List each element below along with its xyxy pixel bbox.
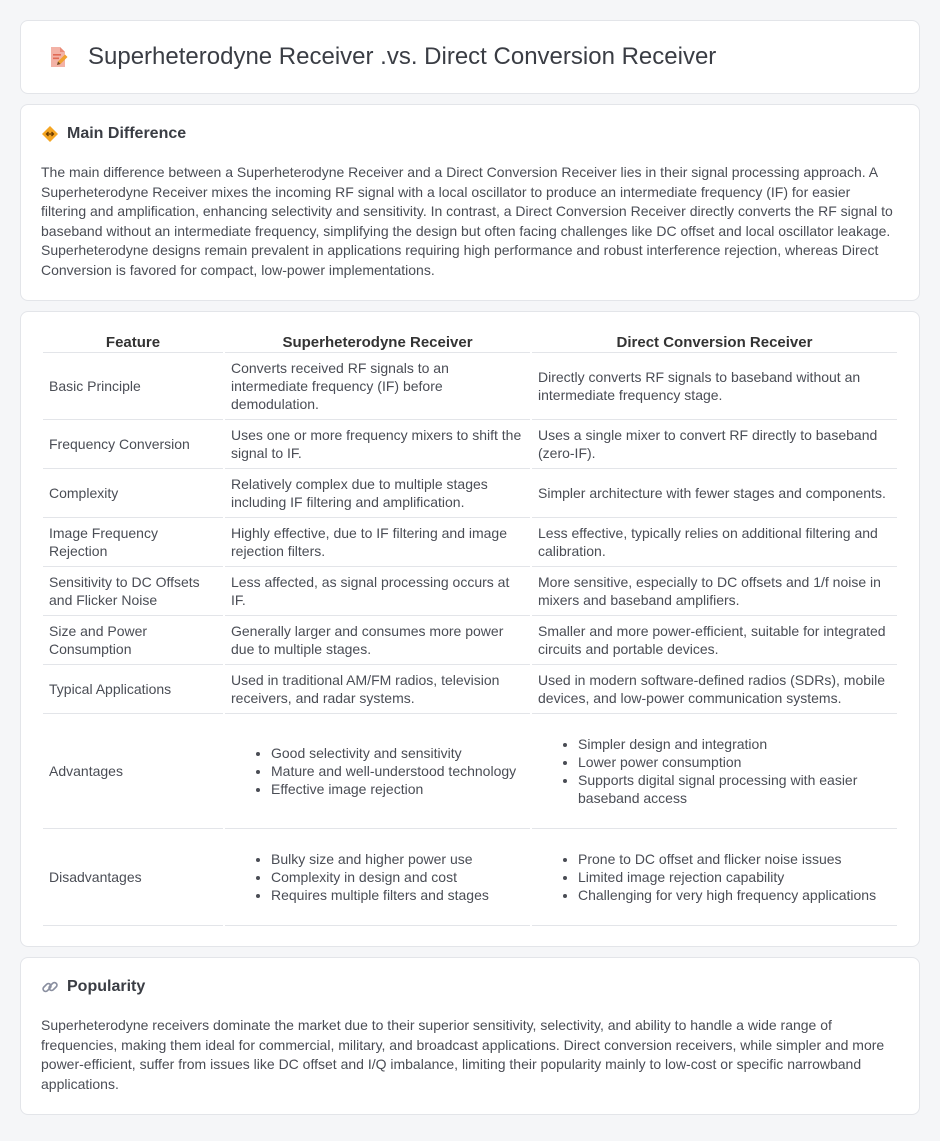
- feature-cell: Advantages: [43, 714, 223, 829]
- direct-conversion-advantages-cell: [532, 714, 897, 829]
- list-item: • Bulky size and higher power use: [271, 850, 524, 868]
- link-icon: [41, 978, 59, 996]
- header-direct-conversion: Direct Conversion Receiver: [532, 330, 897, 353]
- feature-cell: Frequency Conversion: [43, 420, 223, 469]
- table-row: [43, 665, 897, 714]
- direct-conversion-disadvantages-cell: [532, 829, 897, 926]
- superheterodyne-cell: Relatively complex due to multiple stages including IF filtering and amplification.: [225, 469, 530, 518]
- list-item: • Effective image rejection: [271, 780, 524, 798]
- superheterodyne-cell: Used in traditional AM/FM radios, television receivers, and radar systems.: [225, 665, 530, 714]
- superheterodyne-cell: Converts received RF signals to an intermediate frequency (IF) before demodulation.: [225, 353, 530, 420]
- feature-cell: Sensitivity to DC Offsets and Flicker Noise: [43, 567, 223, 616]
- page-title: Superheterodyne Receiver .vs. Direct Conversion Receiver: [88, 43, 717, 70]
- direct-conversion-cell: Less effective, typically relies on additional filtering and calibration.: [532, 518, 897, 567]
- list-item: • Mature and well-understood technology: [271, 762, 524, 780]
- table-row: [43, 469, 897, 518]
- disadvantages-row: [43, 829, 897, 926]
- superheterodyne-advantages-list: [231, 744, 524, 798]
- superheterodyne-cell: Uses one or more frequency mixers to shift the signal to IF.: [225, 420, 530, 469]
- main-difference-heading: [41, 125, 899, 143]
- direct-conversion-advantages-list: [538, 735, 891, 807]
- table-header-row: [43, 330, 897, 353]
- popularity-title: Popularity: [67, 978, 146, 995]
- table-row: [43, 420, 897, 469]
- page-header: [20, 20, 920, 94]
- direct-conversion-cell: Used in modern software-defined radios (SDRs), mobile devices, and low-power communication systems.: [532, 665, 897, 714]
- main-difference-text: The main difference between a Superheterodyne Receiver and a Direct Conversion Receiver lies in their signal processing approach. A Superheterodyne Receiver mixes the incoming RF signal with a local oscillator to produce an intermediate frequency (IF) for easier filtering and amplification, enhancing selectivity and sensitivity. In contrast, a Direct Conversion Receiver directly converts the RF signal to baseband without an intermediate frequency, simplifying the design but often facing challenges like DC offset and local oscillator leakage. Superheterodyne designs remain prevalent in applications requiring high performance and robust interference rejection, whereas Direct Conversion is favored for compact, low-power implementations.: [41, 164, 893, 278]
- direct-conversion-cell: Directly converts RF signals to baseband without an intermediate frequency stage.: [532, 353, 897, 420]
- header-superheterodyne: Superheterodyne Receiver: [225, 330, 530, 353]
- superheterodyne-cell: Highly effective, due to IF filtering and image rejection filters.: [225, 518, 530, 567]
- direct-conversion-cell: Uses a single mixer to convert RF directly to baseband (zero-IF).: [532, 420, 897, 469]
- main-difference-section: [20, 104, 920, 301]
- diamond-arrows-icon: [41, 125, 59, 143]
- feature-cell: Complexity: [43, 469, 223, 518]
- main-difference-title: Main Difference: [67, 125, 187, 142]
- comparison-table: [41, 330, 899, 926]
- feature-cell: Typical Applications: [43, 665, 223, 714]
- popularity-section: [20, 957, 920, 1115]
- superheterodyne-disadvantages-cell: [225, 829, 530, 926]
- document-edit-icon: [46, 45, 70, 69]
- list-item: • Supports digital signal processing with easier baseband access: [578, 771, 891, 807]
- superheterodyne-cell: Generally larger and consumes more power due to multiple stages.: [225, 616, 530, 665]
- list-item: • Prone to DC offset and flicker noise issues: [578, 850, 891, 868]
- feature-cell: Basic Principle: [43, 353, 223, 420]
- comparison-section: [20, 311, 920, 947]
- superheterodyne-cell: Less affected, as signal processing occurs at IF.: [225, 567, 530, 616]
- list-item: • Requires multiple filters and stages: [271, 886, 524, 904]
- table-row: [43, 567, 897, 616]
- advantages-row: [43, 714, 897, 829]
- direct-conversion-cell: Simpler architecture with fewer stages and components.: [532, 469, 897, 518]
- feature-cell: Disadvantages: [43, 829, 223, 926]
- table-row: [43, 353, 897, 420]
- list-item: • Challenging for very high frequency applications: [578, 886, 891, 904]
- direct-conversion-cell: More sensitive, especially to DC offsets and 1/f noise in mixers and baseband amplifiers.: [532, 567, 897, 616]
- feature-cell: Image Frequency Rejection: [43, 518, 223, 567]
- table-row: [43, 616, 897, 665]
- list-item: • Lower power consumption: [578, 753, 891, 771]
- list-item: • Limited image rejection capability: [578, 868, 891, 886]
- superheterodyne-advantages-cell: [225, 714, 530, 829]
- direct-conversion-cell: Smaller and more power-efficient, suitable for integrated circuits and portable devices.: [532, 616, 897, 665]
- list-item: • Simpler design and integration: [578, 735, 891, 753]
- header-feature: Feature: [43, 330, 223, 353]
- popularity-heading: [41, 978, 899, 996]
- feature-cell: Size and Power Consumption: [43, 616, 223, 665]
- popularity-text: Superheterodyne receivers dominate the market due to their superior sensitivity, selectivity, and ability to handle a wide range of frequencies, making them ideal for commercial, military, and broadcast applications. Direct conversion receivers, while simpler and more power-efficient, suffer from issues like DC offset and I/Q imbalance, limiting their popularity mainly to low-cost or specific narrowband applications.: [41, 1017, 885, 1092]
- list-item: • Good selectivity and sensitivity: [271, 744, 524, 762]
- table-row: [43, 518, 897, 567]
- direct-conversion-disadvantages-list: [538, 850, 891, 904]
- list-item: • Complexity in design and cost: [271, 868, 524, 886]
- superheterodyne-disadvantages-list: [231, 850, 524, 904]
